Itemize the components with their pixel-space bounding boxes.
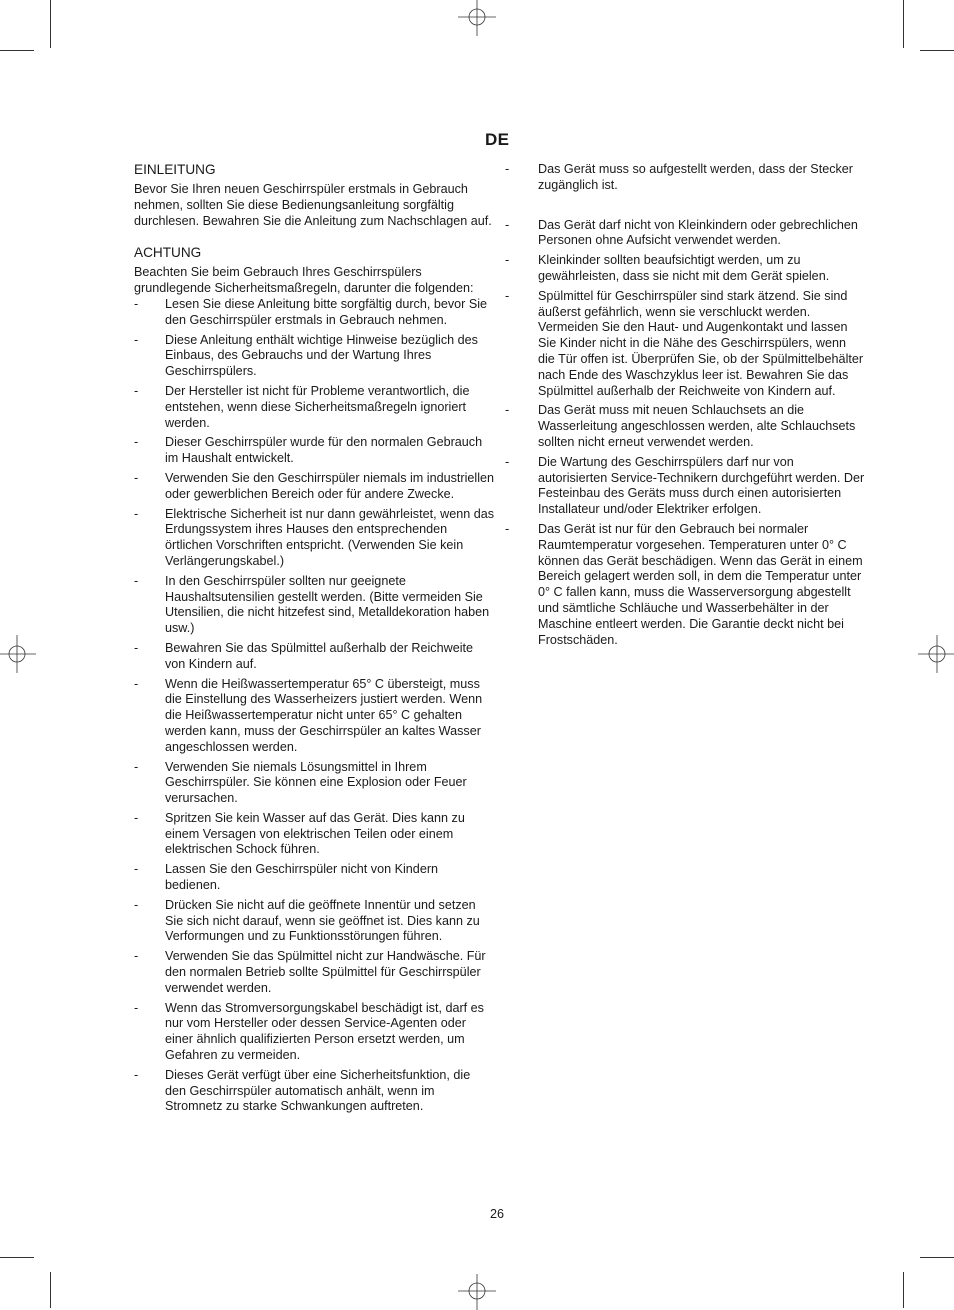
bullet-dash: - — [134, 759, 139, 774]
list-item: - Lassen Sie den Geschirrspüler nicht von Kindern bedienen. — [134, 862, 439, 893]
bullet-dash: - — [505, 454, 510, 469]
safety-list — [134, 297, 494, 1115]
section-heading: ACHTUNG — [134, 245, 202, 261]
left-column — [134, 162, 494, 1119]
bullet-dash: - — [134, 1067, 139, 1082]
list-item: - Spritzen Sie kein Wasser auf das Gerät. Dies kann zu einem Versagen von elektrischen Teilen oder einem elektrischen Schock führen. — [134, 810, 465, 857]
bullet-dash: - — [505, 162, 510, 176]
bullet-dash: - — [505, 403, 510, 418]
section-intro: Bevor Sie Ihren neuen Geschirrspüler erstmals in Gebrauch nehmen, sollten Sie diese Bedienungsanleitung sorgfältig durchlesen. Bewahren Sie die Anleitung zum Nachschlagen auf. — [134, 182, 492, 228]
page-number: 26 — [490, 1207, 505, 1221]
safety-list — [505, 162, 865, 648]
crop-mark — [50, 0, 51, 48]
list-item: - Drücken Sie nicht auf die geöffnete Innentür und setzen Sie sich nicht darauf, wenn sie geöffnet ist. Dies kann zu Verformungen und zu Funktionsstörungen führen. — [134, 897, 480, 944]
list-item: - Das Gerät muss so aufgestellt werden, dass der Stecker zugänglich ist. — [505, 162, 853, 192]
list-item: - Das Gerät darf nicht von Kleinkindern oder gebrechlichen Personen ohne Aufsicht verwendet werden. — [505, 217, 858, 248]
list-item: - Wenn das Stromversorgungskabel beschädigt ist, darf es nur vom Hersteller oder dessen Service-Agenten oder einer ähnlich qualifizierten Person ersetzt werden, um Gefahren zu vermeiden. — [134, 1000, 484, 1063]
bullet-dash: - — [134, 1000, 139, 1015]
list-item: - Das Gerät ist nur für den Gebrauch bei normaler Raumtemperatur vorgesehen. Temperaturen unter 0° C können das Gerät beschädigen. Wenn das Gerät in einem Bereich gelagert werden soll, in dem die Temperatur unter 0° C fallen kann, muss die Wasserversorgung abgestellt und sämtliche Schläuche und Wasserbehälter in der Maschine entleert werden. Die Garantie deckt nicht bei Frostschäden. — [505, 521, 863, 647]
bullet-dash: - — [134, 435, 139, 450]
registration-mark-bottom — [458, 1272, 496, 1310]
bullet-dash: - — [134, 383, 139, 398]
bullet-dash: - — [134, 506, 139, 521]
bullet-dash: - — [134, 949, 139, 964]
bullet-dash: - — [505, 288, 510, 303]
bullet-dash: - — [134, 296, 139, 311]
section-heading: EINLEITUNG — [134, 162, 216, 177]
list-item: - Der Hersteller ist nicht für Probleme verantwortlich, die entstehen, wenn diese Sicherheitsmaßregeln ignoriert werden. — [134, 383, 470, 430]
registration-mark-right — [916, 635, 954, 673]
bullet-dash: - — [134, 573, 139, 588]
list-item: - Kleinkinder sollten beaufsichtigt werden, um zu gewährleisten, dass sie nicht mit dem Gerät spielen. — [505, 253, 830, 283]
list-item: - Verwenden Sie niemals Lösungsmittel in Ihrem Geschirrspüler. Sie können eine Explosion oder Feuer verursachen. — [134, 759, 467, 806]
list-item: - Dieses Gerät verfügt über eine Sicherheitsfunktion, die den Geschirrspüler automatisch anhält, wenn im Stromnetz zu starke Schwankungen auftreten. — [134, 1067, 471, 1114]
bullet-dash: - — [134, 810, 139, 825]
crop-mark — [0, 1257, 34, 1258]
list-item: - Verwenden Sie das Spülmittel nicht zur Handwäsche. Für den normalen Betrieb sollte Spülmittel für Geschirrspüler verwendet werden. — [134, 949, 486, 995]
list-item: - In den Geschirrspüler sollten nur geeignete Haushaltsutensilien gestellt werden. (Bitte vermeiden Sie Utensilien, die nicht hitzefest sind, Metalldekoration haben usw.) — [134, 573, 490, 636]
list-item: - Dieser Geschirrspüler wurde für den normalen Gebrauch im Haushalt entwickelt. — [134, 435, 483, 466]
list-item: - Wenn die Heißwassertemperatur 65° C übersteigt, muss die Einstellung des Wasserheizers justiert werden. Wenn die Heißwassertemperatur nicht unter 65° C gehalten werden kann, muss der Geschirrspüler an kaltes Wasser angeschlossen werden. — [134, 676, 483, 754]
list-item: - Das Gerät muss mit neuen Schlauchsets an die Wasserleitung angeschlossen werden, alte Schlauchsets sollten nicht erneut verwendet werden. — [505, 403, 856, 449]
crop-mark — [0, 50, 34, 51]
crop-mark — [903, 1272, 904, 1308]
language-tag: DE — [485, 130, 510, 149]
list-item: - Diese Anleitung enthält wichtige Hinweise bezüglich des Einbaus, des Gebrauchs und der Wartung Ihres Geschirrspülers. — [134, 332, 478, 379]
registration-mark-top — [458, 0, 496, 38]
crop-mark — [50, 1272, 51, 1308]
bullet-dash: - — [134, 862, 139, 877]
bullet-dash: - — [134, 640, 139, 655]
bullet-dash: - — [134, 470, 139, 485]
bullet-dash: - — [134, 676, 139, 691]
crop-mark — [903, 0, 904, 48]
crop-mark — [920, 1257, 954, 1258]
list-item: - Lesen Sie diese Anleitung bitte sorgfältig durch, bevor Sie den Geschirrspüler erstmals in Gebrauch nehmen. — [134, 296, 488, 327]
list-item: - Verwenden Sie den Geschirrspüler niemals im industriellen oder gewerblichen Bereich oder für andere Zwecke. — [134, 470, 494, 501]
bullet-dash: - — [505, 253, 510, 268]
list-item: - Spülmittel für Geschirrspüler sind stark ätzend. Sie sind äußerst gefährlich, wenn sie verschluckt werden. Vermeiden Sie den Haut- und Augenkontakt und lassen Sie Kinder nicht in die Nähe des Geschirrspülers, wenn die Tür offen ist. Überprüfen Sie, ob der Spülmittelbehälter nach Ende des Waschzyklus leer ist. Bewahren Sie das Spülmittel außerhalb der Reichweite von Kindern auf. — [505, 288, 864, 398]
right-column — [505, 162, 865, 652]
bullet-dash: - — [134, 332, 139, 347]
bullet-dash: - — [134, 897, 139, 912]
list-item: - Elektrische Sicherheit ist nur dann gewährleistet, wenn das Erdungssystem ihres Hauses den entsprechenden örtlichen Vorschriften entspricht. (Verwenden Sie kein Verlängerungskabel.) — [134, 506, 495, 568]
list-item: - Bewahren Sie das Spülmittel außerhalb der Reichweite von Kindern auf. — [134, 640, 474, 671]
section-intro: Beachten Sie beim Gebrauch Ihres Geschirrspülers grundlegende Sicherheitsmaßregeln, darunter die folgenden: — [134, 265, 474, 296]
bullet-dash: - — [505, 521, 510, 536]
crop-mark — [920, 50, 954, 51]
list-item: - Die Wartung des Geschirrspülers darf nur von autorisierten Service-Technikern durchgeführt werden. Der Festeinbau des Geräts muss durch einen autorisierten Installateur und/oder Elektriker erfolgen. — [505, 454, 865, 517]
registration-mark-left — [0, 635, 38, 673]
bullet-dash: - — [505, 217, 510, 232]
